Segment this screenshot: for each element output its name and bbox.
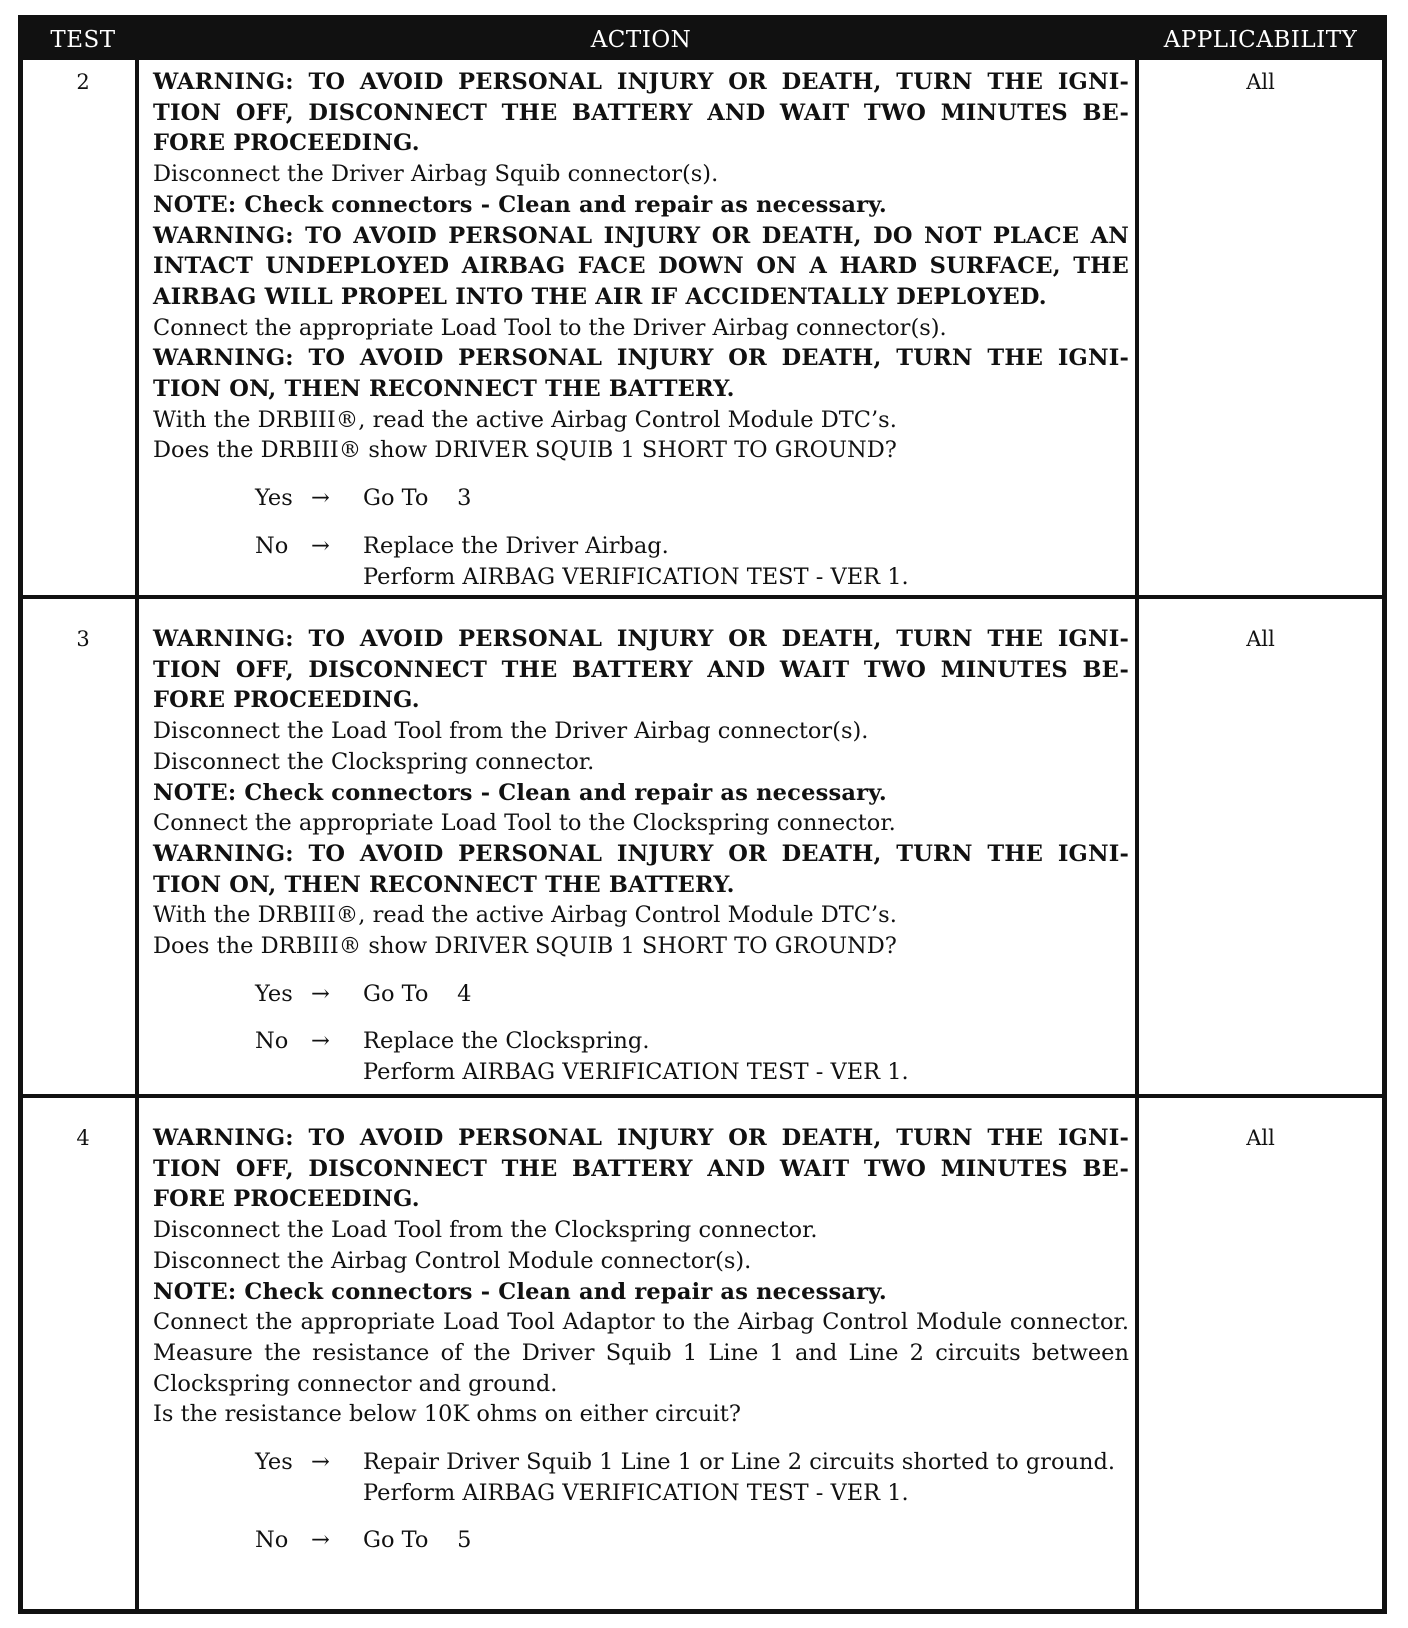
instruction-text: With the DRBIII®, read the active Airbag Control Module DTC’s. (153, 902, 897, 929)
yes-branch-continued (255, 1478, 1129, 1509)
yes-action: Go To 3 (363, 485, 472, 512)
no-branch (255, 1525, 1129, 1556)
instruction-text: Connect the appropriate Load Tool to the Driver Airbag connector(s). (153, 314, 947, 341)
instruction-text: Disconnect the Clockspring connector. (153, 748, 595, 775)
instruction-text: Disconnect the Load Tool from the Clockspring connector. (153, 1217, 818, 1244)
warning-text: WARNING: TO AVOID PERSONAL INJURY OR DEATH, TURN THE IGNI- (153, 1125, 1129, 1151)
warning-text: TION ON, THEN RECONNECT THE BATTERY. (153, 871, 735, 898)
yes-action-followup: Perform AIRBAG VERIFICATION TEST - VER 1. (363, 1479, 909, 1506)
no-action-followup: Perform AIRBAG VERIFICATION TEST - VER 1. (363, 1059, 909, 1086)
no-label: No (255, 1028, 289, 1055)
warning-text: FORE PROCEEDING. (153, 687, 420, 714)
warning-text: WARNING: TO AVOID PERSONAL INJURY OR DEATH, TURN THE IGNI- (153, 840, 1129, 867)
yes-branch (255, 1447, 1129, 1478)
yes-action: Go To 4 (363, 980, 472, 1007)
column-divider (1135, 60, 1139, 1609)
warning-text: TION OFF, DISCONNECT THE BATTERY AND WAIT TWO MINUTES BE- (153, 656, 1129, 683)
yes-label: Yes (255, 1449, 293, 1476)
right-arrow-icon: → (311, 1028, 330, 1055)
applicability-value: All (1246, 70, 1275, 94)
warning-text: WARNING: TO AVOID PERSONAL INJURY OR DEATH, TURN THE IGNI- (153, 345, 1129, 372)
instruction-text: Disconnect the Load Tool from the Driver Airbag connector(s). (153, 718, 869, 745)
instruction-text: Disconnect the Driver Airbag Squib connector(s). (153, 161, 719, 188)
no-action: Replace the Driver Airbag. (363, 532, 669, 559)
yes-action: Repair Driver Squib 1 Line 1 or Line 2 circuits shorted to ground. (363, 1449, 1116, 1476)
note-text: NOTE: Check connectors - Clean and repair as necessary. (153, 191, 887, 218)
instruction-text: With the DRBIII®, read the active Airbag Control Module DTC’s. (153, 406, 897, 433)
header-applicability: APPLICABILITY (1163, 27, 1358, 53)
table-header (23, 20, 1382, 60)
diagnostic-test-table (18, 15, 1387, 1614)
yes-branch (255, 483, 1129, 514)
right-arrow-icon: → (311, 1527, 330, 1554)
warning-text: INTACT UNDEPLOYED AIRBAG FACE DOWN ON A HARD SURFACE, THE (153, 253, 1129, 280)
test-number: 4 (76, 1126, 90, 1150)
warning-text: WARNING: TO AVOID PERSONAL INJURY OR DEATH, DO NOT PLACE AN (153, 222, 1129, 249)
no-label: No (255, 532, 289, 559)
action-cell (153, 1123, 1129, 1556)
instruction-text: Clockspring connector and ground. (153, 1370, 558, 1397)
question-text: Does the DRBIII® show DRIVER SQUIB 1 SHORT TO GROUND? (153, 437, 897, 464)
test-number: 2 (76, 70, 90, 94)
action-cell (153, 67, 1129, 592)
no-action: Replace the Clockspring. (363, 1028, 650, 1055)
warning-text: WARNING: TO AVOID PERSONAL INJURY OR DEATH, TURN THE IGNI- (153, 626, 1129, 652)
instruction-text: Connect the appropriate Load Tool Adaptor to the Airbag Control Module connector. (153, 1309, 1129, 1336)
warning-text: FORE PROCEEDING. (153, 1186, 420, 1213)
instruction-text: Disconnect the Airbag Control Module connector(s). (153, 1247, 752, 1274)
no-branch (255, 1026, 1129, 1057)
row-divider (23, 595, 1382, 599)
no-branch (255, 531, 1129, 562)
question-text: Is the resistance below 10K ohms on either circuit? (153, 1401, 741, 1428)
note-text: NOTE: Check connectors - Clean and repair as necessary. (153, 1278, 887, 1305)
yes-label: Yes (255, 980, 293, 1007)
no-action: Go To 5 (363, 1527, 472, 1554)
instruction-text: Measure the resistance of the Driver Squib 1 Line 1 and Line 2 circuits between (153, 1339, 1129, 1366)
warning-text: TION OFF, DISCONNECT THE BATTERY AND WAIT TWO MINUTES BE- (153, 99, 1129, 126)
warning-text: TION OFF, DISCONNECT THE BATTERY AND WAIT TWO MINUTES BE- (153, 1155, 1129, 1182)
row-divider (23, 1094, 1382, 1098)
no-branch-continued (255, 562, 1129, 593)
header-action: ACTION (590, 27, 692, 53)
applicability-value: All (1246, 1126, 1275, 1150)
no-label: No (255, 1527, 289, 1554)
warning-text: WARNING: TO AVOID PERSONAL INJURY OR DEATH, TURN THE IGNI- (153, 69, 1129, 95)
right-arrow-icon: → (311, 1449, 330, 1476)
test-number: 3 (76, 627, 90, 651)
header-test: TEST (50, 27, 116, 53)
warning-text: FORE PROCEEDING. (153, 130, 420, 157)
right-arrow-icon: → (311, 980, 330, 1007)
warning-text: AIRBAG WILL PROPEL INTO THE AIR IF ACCIDENTALLY DEPLOYED. (153, 283, 1047, 310)
warning-text: TION ON, THEN RECONNECT THE BATTERY. (153, 376, 735, 403)
column-divider (135, 60, 139, 1609)
right-arrow-icon: → (311, 532, 330, 559)
no-branch-continued (255, 1057, 1129, 1088)
action-cell (153, 624, 1129, 1088)
yes-label: Yes (255, 485, 293, 512)
instruction-text: Connect the appropriate Load Tool to the Clockspring connector. (153, 810, 896, 837)
no-action-followup: Perform AIRBAG VERIFICATION TEST - VER 1. (363, 563, 909, 590)
question-text: Does the DRBIII® show DRIVER SQUIB 1 SHORT TO GROUND? (153, 933, 897, 960)
right-arrow-icon: → (311, 485, 330, 512)
yes-branch (255, 979, 1129, 1010)
applicability-value: All (1246, 627, 1275, 651)
note-text: NOTE: Check connectors - Clean and repair as necessary. (153, 779, 887, 806)
